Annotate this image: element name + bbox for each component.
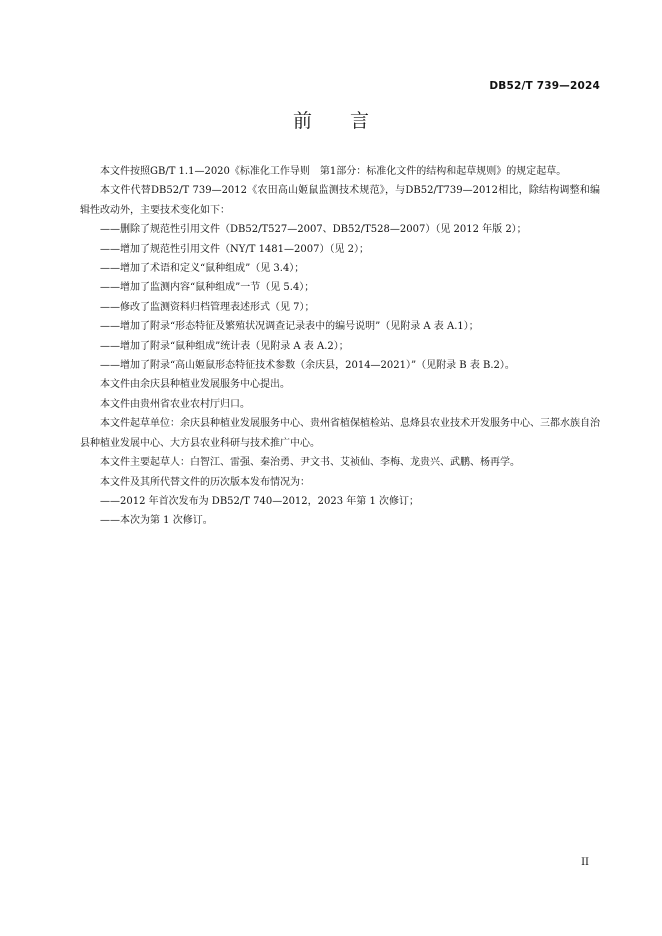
- document-code: DB52/T 739—2024: [489, 80, 600, 92]
- paragraph-drafting-units: 本文件起草单位：余庆县种植业发展服务中心、贵州省植保植检站、息烽县农业技术开发服务中心、三都水族自治县种植业发展中心、大方县农业科研与技术推广中心。: [80, 418, 600, 449]
- list-item-change: ——删除了规范性引用文件（DB52/T527—2007、DB52/T528—2007）（见 2012 年版 2）；: [100, 224, 527, 236]
- list-item-change: ——增加了附录“鼠种组成”统计表（见附录 A 表 A.2）；: [100, 340, 349, 352]
- paragraph-drafting-basis: 本文件按照GB/T 1.1—2020《标准化工作导则 第1部分：标准化文件的结构和起草规则》的规定起草。: [100, 166, 567, 177]
- list-item-version: ——2012 年首次发布为 DB52/T 740—2012，2023 年第 1 次修订；: [100, 495, 419, 507]
- list-item-change: ——增加了监测内容“鼠种组成”一节（见 5.4）；: [100, 282, 315, 294]
- page-number: II: [581, 857, 589, 868]
- paragraph-replacement: 本文件代替DB52/T 739—2012《农田高山姬鼠监测技术规范》，与DB52/T739—2012相比，除结构调整和编辑性改动外，主要技术变化如下：: [80, 185, 600, 216]
- paragraph-version-history: 本文件及其所代替文件的历次版本发布情况为：: [100, 476, 310, 488]
- list-item-change: ——增加了术语和定义“鼠种组成”（见 3.4）；: [100, 263, 305, 275]
- foreword-body: [80, 162, 600, 531]
- paragraph-proposer: 本文件由余庆县种植业发展服务中心提出。: [100, 379, 290, 391]
- list-item-change: ——修改了监测资料归档管理表述形式（见 7）；: [100, 301, 315, 313]
- list-item-version: ——本次为第 1 次修订。: [100, 515, 213, 527]
- list-item-change: ——增加了规范性引用文件（NY/T 1481—2007）（见 2）；: [100, 243, 370, 255]
- page-title: 前言: [292, 110, 407, 132]
- paragraph-drafters: 本文件主要起草人：白智江、雷强、秦治勇、尹文书、艾祯仙、李梅、龙贵兴、武鹏、杨再学。: [100, 457, 520, 469]
- list-item-change: ——增加了附录“高山姬鼠形态特征技术参数（余庆县，2014—2021）”（见附录 B 表 B.2）。: [100, 360, 515, 372]
- paragraph-administrator: 本文件由贵州省农业农村厅归口。: [100, 398, 250, 410]
- list-item-change: ——增加了附录“形态特征及繁殖状况调查记录表中的编号说明”（见附录 A 表 A.1）；: [100, 321, 479, 333]
